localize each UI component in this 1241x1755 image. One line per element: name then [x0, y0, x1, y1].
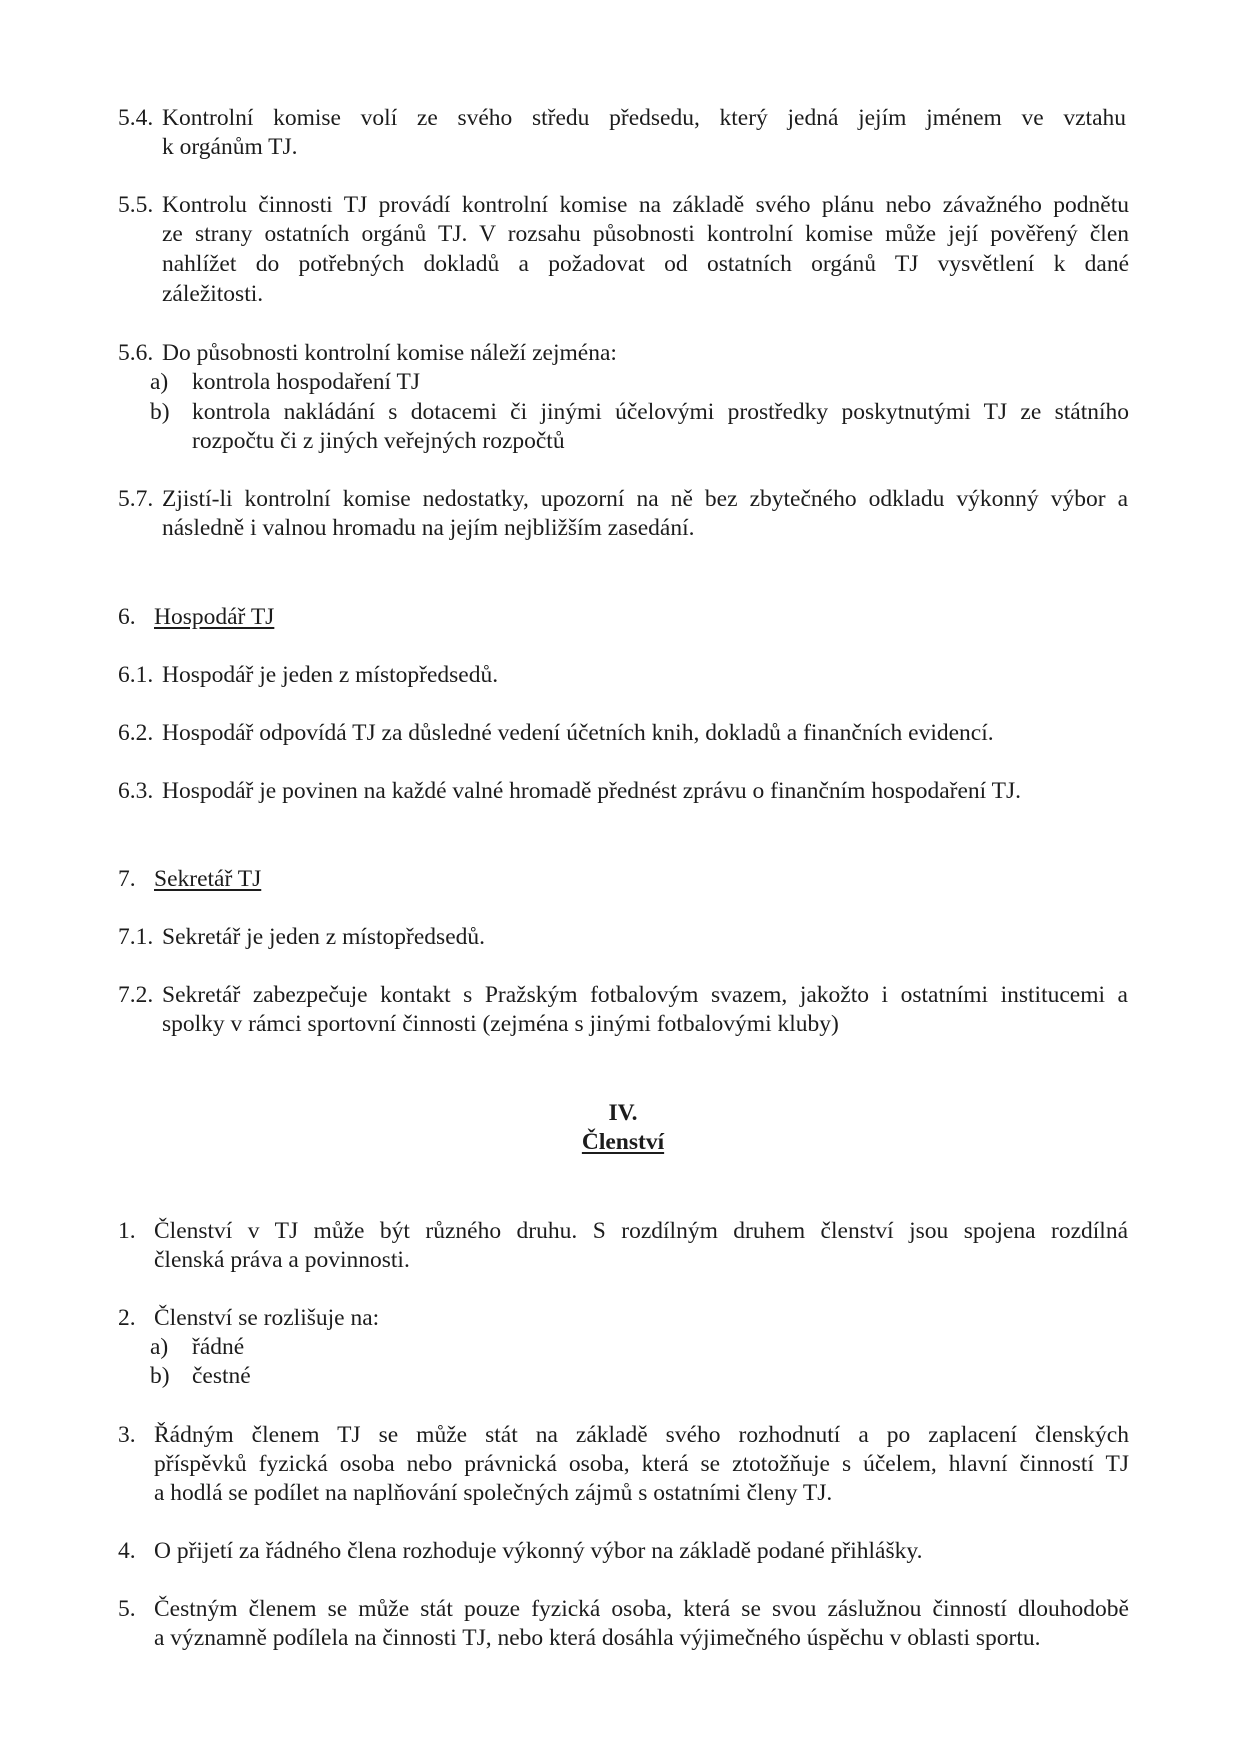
clause-text-line: a hodlá se podílet na naplňování společných zájmů s ostatními členy TJ.	[154, 1480, 833, 1506]
clause-number: 5.7.	[118, 486, 154, 512]
clause-text-line: příspěvků fyzická osoba nebo právnická osoba, která se ztotožňuje s účelem, hlavní činností TJ	[154, 1451, 1129, 1477]
clause-number: 5.6.	[118, 340, 154, 366]
clause-text-line: Kontrolní komise volí ze svého středu předsedu, který jedná jejím jménem ve vztahu	[162, 105, 1126, 131]
section-number: 7.	[118, 866, 136, 892]
clause-number: 5.4.	[118, 105, 154, 131]
list-label: b)	[150, 1363, 170, 1389]
clause-text-line: ze strany ostatních orgánů TJ. V rozsahu působnosti kontrolní komise může její pověřený člen	[162, 221, 1129, 247]
chapter-numeral: IV.	[608, 1100, 638, 1126]
chapter-title-text: Členství	[581, 1129, 665, 1155]
clause-number: 6.2.	[118, 720, 154, 746]
clause-number: 7.1.	[118, 924, 154, 950]
clause-text-line: Sekretář zabezpečuje kontakt s Pražským fotbalovým svazem, jakožto i ostatními institucemi a	[162, 982, 1128, 1008]
clause-number: 3.	[118, 1422, 136, 1448]
list-item-text: kontrola hospodaření TJ	[192, 369, 421, 395]
list-label: a)	[150, 1334, 169, 1360]
clause-text-line: k orgánům TJ.	[162, 134, 298, 160]
clause-text-line: O přijetí za řádného člena rozhoduje výkonný výbor na základě podané přihlášky.	[154, 1538, 923, 1564]
list-item-text: čestné	[192, 1363, 251, 1389]
list-label: a)	[150, 369, 169, 395]
clause-text-line: Hospodář odpovídá TJ za důsledné vedení účetních knih, dokladů a finančních evidencí.	[162, 720, 994, 746]
clause-text-line: Členství se rozlišuje na:	[154, 1305, 380, 1331]
clause-text-line: následně i valnou hromadu na jejím nejbližším zasedání.	[162, 515, 695, 541]
clause-number: 5.5.	[118, 192, 154, 218]
clause-text-line: Hospodář je povinen na každé valné hromadě přednést zprávu o finančním hospodaření TJ.	[162, 778, 1022, 804]
clause-text-line: členská práva a povinnosti.	[154, 1247, 410, 1273]
clause-number: 4.	[118, 1538, 136, 1564]
section-number: 6.	[118, 604, 136, 630]
clause-number: 7.2.	[118, 982, 154, 1008]
clause-text-line: Zjistí-li kontrolní komise nedostatky, upozorní na ně bez zbytečného odkladu výkonný výbor a	[162, 486, 1128, 512]
clause-text-line: záležitosti.	[162, 281, 264, 307]
list-item-text: kontrola nakládání s dotacemi či jinými účelovými prostředky poskytnutými TJ ze státního	[192, 399, 1129, 425]
clause-text-line: a významně podílela na činnosti TJ, nebo která dosáhla výjimečného úspěchu v oblasti sportu.	[154, 1625, 1041, 1651]
clause-text-line: Členství v TJ může být různého druhu. S rozdílným druhem členství jsou spojena rozdílná	[154, 1218, 1128, 1244]
clause-text-line: Kontrolu činnosti TJ provádí kontrolní komise na základě svého plánu nebo závažného podnětu	[162, 192, 1129, 218]
clause-text-line: Řádným členem TJ se může stát na základě svého rozhodnutí a po zaplacení členských	[154, 1422, 1129, 1448]
clause-text-line: Čestným členem se může stát pouze fyzická osoba, která se svou záslužnou činností dlouhodobě	[154, 1596, 1129, 1622]
list-label: b)	[150, 399, 170, 425]
clause-number: 6.3.	[118, 778, 154, 804]
chapter-title	[520, 1127, 726, 1157]
list-item-text: rozpočtu či z jiných veřejných rozpočtů	[192, 428, 565, 454]
clause-number: 1.	[118, 1218, 136, 1244]
section-title: Sekretář TJ	[154, 866, 262, 892]
clause-number: 6.1.	[118, 662, 154, 688]
clause-number: 2.	[118, 1305, 136, 1331]
clause-text-line: Sekretář je jeden z místopředsedů.	[162, 924, 486, 950]
clause-text-line: Hospodář je jeden z místopředsedů.	[162, 662, 499, 688]
section-title: Hospodář TJ	[154, 604, 275, 630]
clause-text-line: Do působnosti kontrolní komise náleží zejména:	[162, 340, 617, 366]
clause-text-line: spolky v rámci sportovní činnosti (zejména s jinými fotbalovými kluby)	[162, 1011, 839, 1037]
clause-text-line: nahlížet do potřebných dokladů a požadovat od ostatních orgánů TJ vysvětlení k dané	[162, 251, 1129, 277]
clause-number: 5.	[118, 1596, 136, 1622]
list-item-text: řádné	[192, 1334, 245, 1360]
